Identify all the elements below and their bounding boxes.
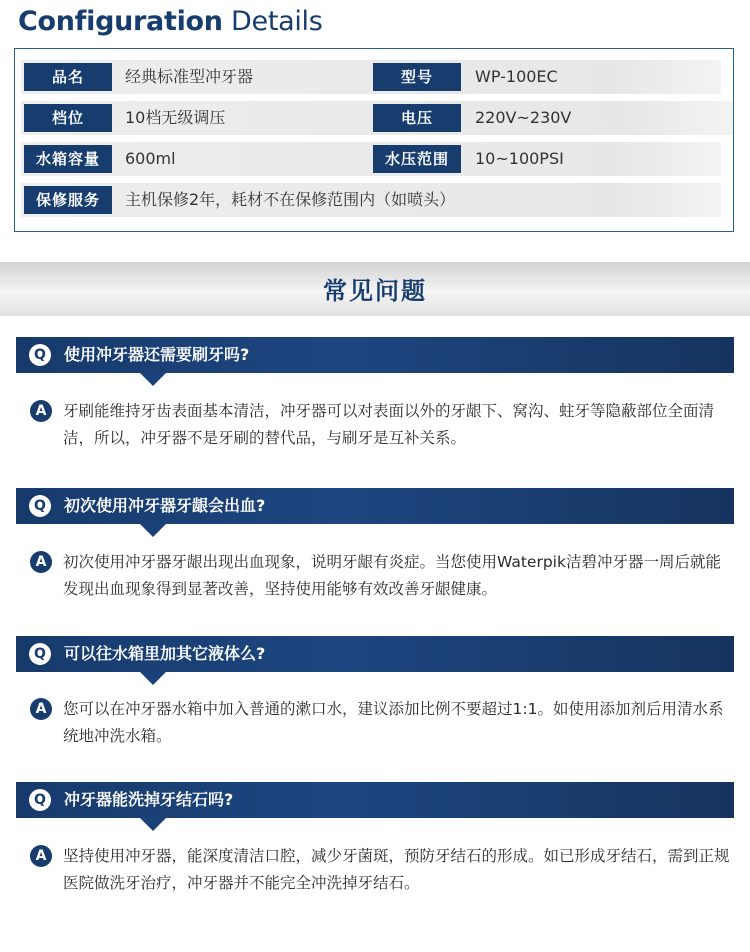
config-value-warranty: 主机保修2年，耗材不在保修范围内（如喷头） — [125, 190, 456, 209]
answer-icon: A — [30, 845, 52, 867]
config-value-tank-capacity: 600ml — [125, 149, 176, 168]
faq-question-bar — [16, 337, 734, 373]
config-row — [21, 60, 721, 94]
question-icon: Q — [29, 789, 51, 811]
question-icon: Q — [29, 495, 51, 517]
config-title-strong: Configuration — [18, 6, 223, 37]
config-value-gear: 10档无级调压 — [125, 108, 226, 127]
faq-answer: 您可以在冲牙器水箱中加入普通的漱口水，建议添加比例不要超过1:1。如使用添加剂后用清水系统地冲洗水箱。 — [63, 700, 724, 745]
config-row — [21, 183, 721, 217]
faq-answer: 牙刷能维持牙齿表面基本清洁，冲牙器可以对表面以外的牙龈下、窝沟、蛀牙等隐蔽部位全面清洁，所以，冲牙器不是牙刷的替代品，与刷牙是互补关系。 — [63, 402, 715, 447]
faq-question-bar — [16, 488, 734, 524]
config-value-voltage: 220V~230V — [475, 108, 572, 127]
config-title — [18, 6, 323, 37]
faq-answer: 坚持使用冲牙器，能深度清洁口腔，减少牙菌斑，预防牙结石的形成。如已形成牙结石，需到正规医院做洗牙治疗，冲牙器并不能完全冲洗掉牙结石。 — [63, 847, 730, 892]
config-label-gear: 档位 — [24, 104, 112, 132]
config-table — [14, 48, 734, 232]
faq-question-bar — [16, 782, 734, 818]
answer-icon: A — [30, 698, 52, 720]
config-label-warranty: 保修服务 — [24, 186, 112, 214]
config-label-tank-capacity: 水箱容量 — [24, 145, 112, 173]
faq-question: 使用冲牙器还需要刷牙吗? — [64, 345, 250, 364]
question-icon: Q — [29, 344, 51, 366]
config-label-product-name: 品名 — [24, 63, 112, 91]
question-icon: Q — [29, 643, 51, 665]
config-title-light: Details — [231, 6, 323, 37]
config-label-voltage: 电压 — [373, 104, 461, 132]
config-row — [21, 101, 733, 135]
faq-question: 可以往水箱里加其它液体么? — [64, 644, 266, 663]
config-value-product-name: 经典标准型冲牙器 — [125, 67, 254, 86]
faq-question: 冲牙器能洗掉牙结石吗? — [64, 790, 234, 809]
config-row — [21, 142, 721, 176]
faq-title: 常见问题 — [323, 277, 427, 305]
answer-icon: A — [30, 551, 52, 573]
faq-answer: 初次使用冲牙器牙龈出现出血现象，说明牙龈有炎症。当您使用Waterpik洁碧冲牙器一周后就能发现出血现象得到显著改善，坚持使用能够有效改善牙龈健康。 — [63, 553, 721, 598]
faq-banner — [0, 262, 750, 316]
config-label-pressure-range: 水压范围 — [373, 145, 461, 173]
config-value-model: WP-100EC — [475, 67, 558, 86]
faq-question-bar — [16, 636, 734, 672]
config-value-pressure-range: 10~100PSI — [475, 149, 564, 168]
config-label-model: 型号 — [373, 63, 461, 91]
faq-question: 初次使用冲牙器牙龈会出血? — [64, 496, 266, 515]
answer-icon: A — [30, 400, 52, 422]
